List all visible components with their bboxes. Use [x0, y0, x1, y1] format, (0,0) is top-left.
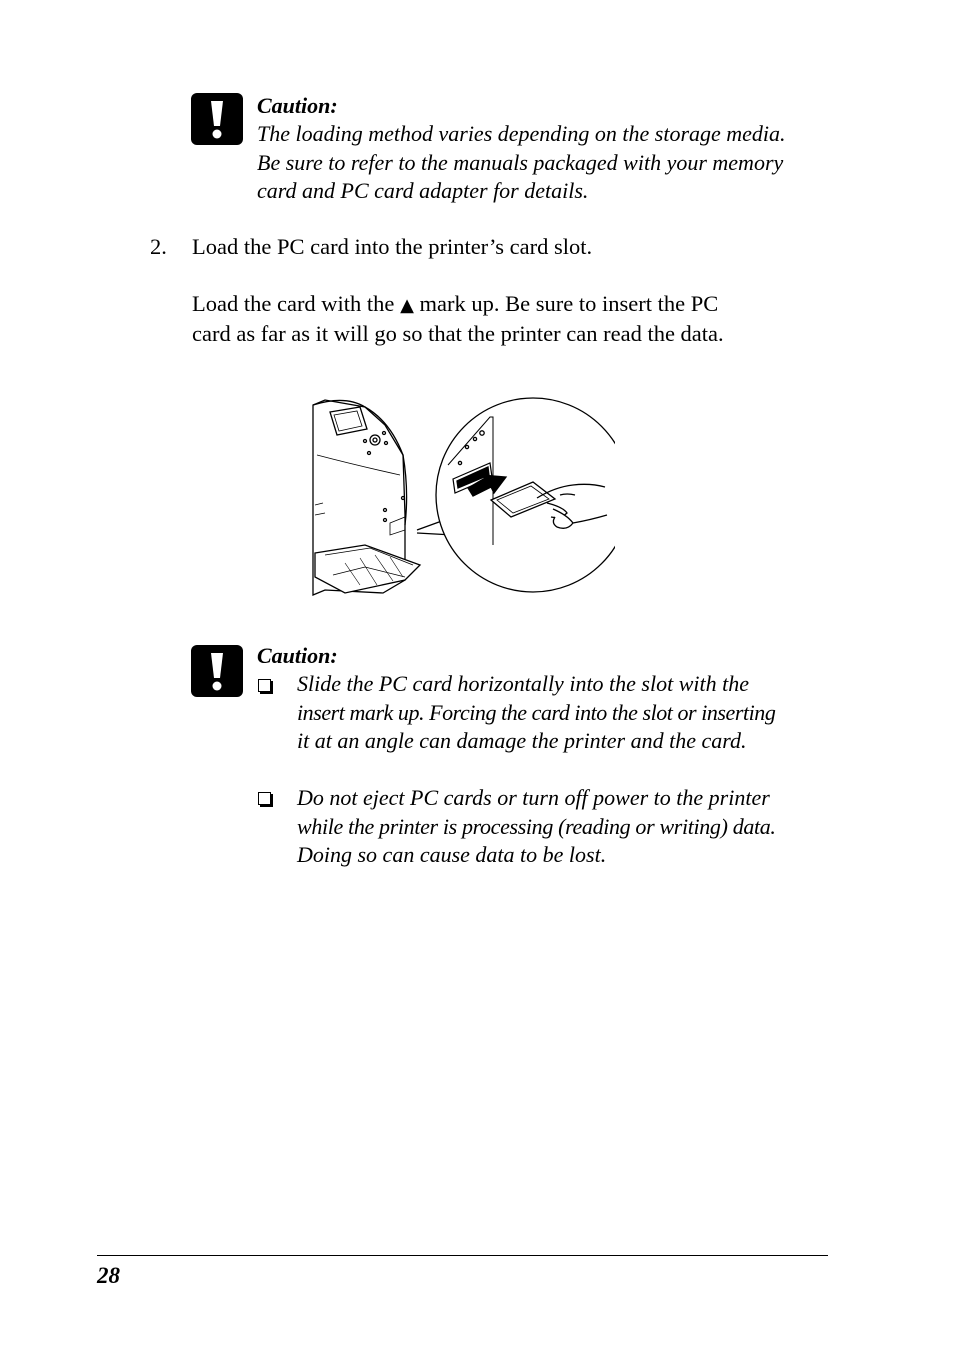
caution-bullet [297, 784, 857, 870]
step-detail-text: Load the card with the [192, 291, 401, 316]
page-number: 28 [97, 1263, 120, 1288]
caution-title: Caution: [257, 93, 338, 118]
caution-line: it at an angle can damage the printer and the card. [297, 728, 747, 753]
checkbox-bullet-icon [258, 679, 271, 692]
caution-line: card and PC card adapter for details. [257, 178, 589, 203]
pc-card-insertion-illustration [305, 395, 615, 605]
caution-line: The loading method varies depending on the storage media. [257, 121, 786, 146]
step-detail-text: mark up. Be sure to insert the PC [413, 291, 719, 316]
caution-line: Slide the PC card horizontally into the slot with the [297, 671, 749, 696]
triangle-mark-icon: ▲ [400, 295, 414, 316]
step-text: Load the PC card into the printer’s card slot. [192, 234, 593, 259]
caution-line: Be sure to refer to the manuals packaged with your memory [257, 149, 784, 175]
step-detail-line: card as far as it will go so that the printer can read the data. [192, 321, 724, 346]
caution-line: while the printer is processing (reading or writing) data. [297, 813, 776, 839]
caution-title: Caution: [257, 643, 338, 668]
caution-body [257, 120, 847, 206]
caution-icon [191, 93, 243, 145]
caution-icon [191, 645, 243, 697]
checkbox-bullet-icon [258, 792, 271, 805]
caution-line: Do not eject PC cards or turn off power to the printer [297, 785, 770, 810]
footer-rule [97, 1255, 828, 1256]
step-detail [192, 290, 852, 348]
caution-line: Doing so can cause data to be lost. [297, 842, 607, 867]
step-number: 2. [150, 234, 167, 259]
caution-bullet [297, 670, 857, 756]
step-detail-line [192, 290, 852, 320]
caution-line: insert mark up. Forcing the card into the slot or inserting [297, 699, 776, 725]
